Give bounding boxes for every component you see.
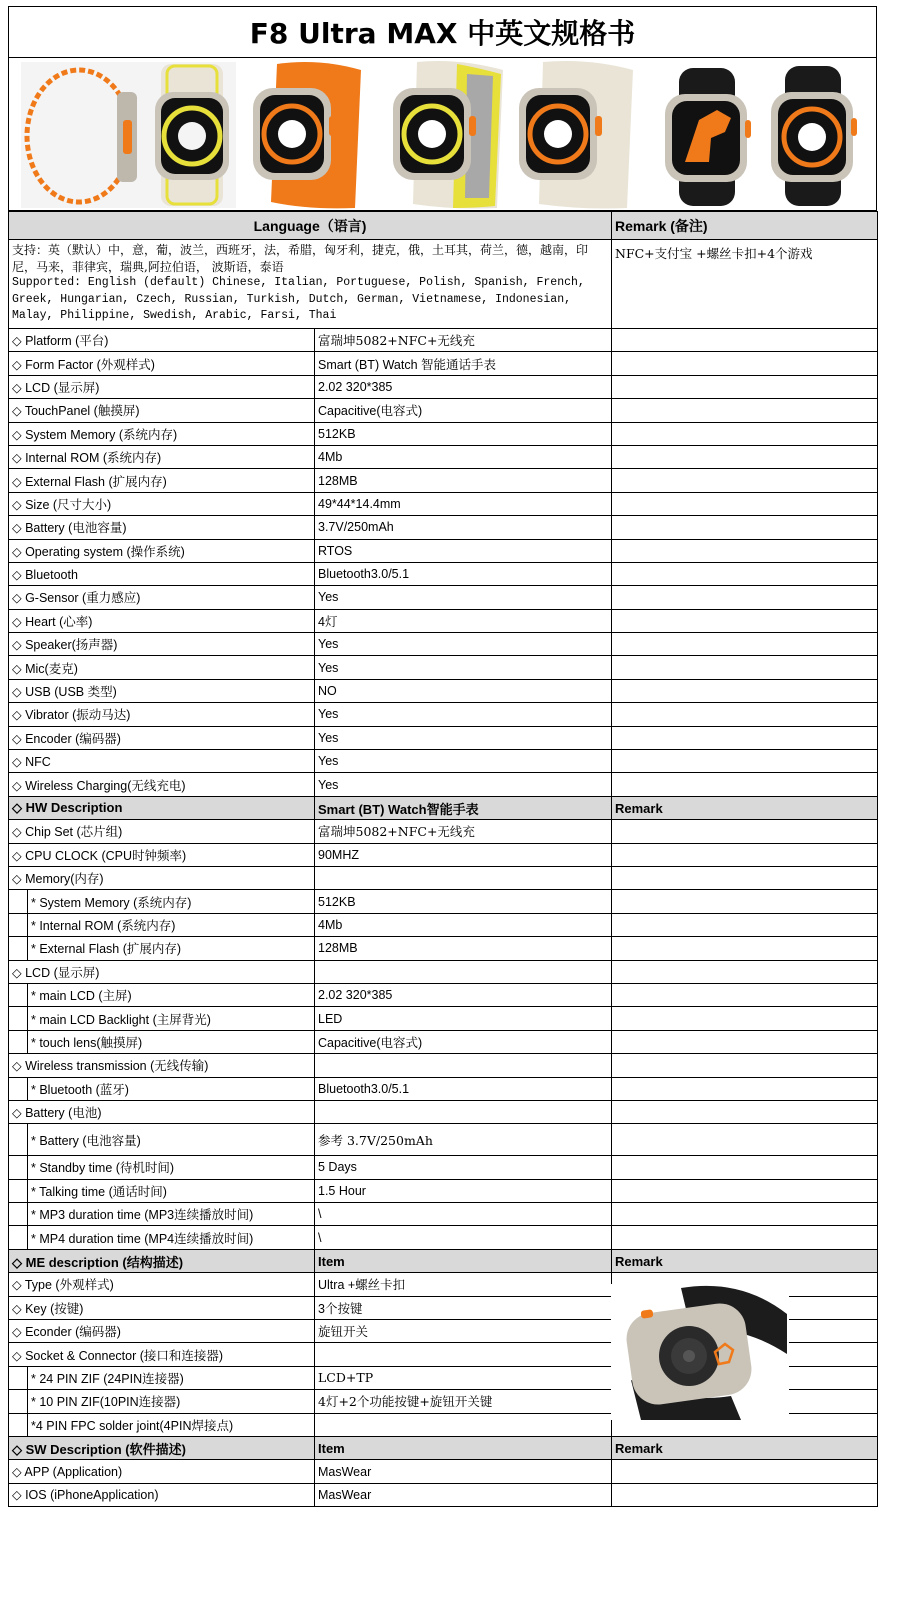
- spec-row: [9, 562, 878, 585]
- hw-row-label: ◇ Memory(内存): [9, 866, 315, 889]
- spec-row-label: ◇ External Flash (扩展内存): [9, 469, 315, 492]
- spec-row: [9, 773, 878, 796]
- hw-row-value: 5 Days: [315, 1156, 612, 1179]
- spec-row-value: Capacitive(电容式): [315, 399, 612, 422]
- hw-row-remark: [612, 1054, 878, 1077]
- spec-row: [9, 399, 878, 422]
- spec-row-remark: [612, 492, 878, 515]
- me-row-value: [315, 1343, 612, 1366]
- spec-row-remark: [612, 539, 878, 562]
- black-band-horse-face-watch: [665, 68, 751, 206]
- hw-row-value: 90MHZ: [315, 843, 612, 866]
- spec-row-value: 2.02 320*385: [315, 375, 612, 398]
- spec-row-value: Yes: [315, 773, 612, 796]
- spec-row-label: ◇ Vibrator (振动马达): [9, 703, 315, 726]
- hw-row: [9, 1030, 878, 1053]
- me-row-label: * 10 PIN ZIF(10PIN连接器): [9, 1390, 315, 1413]
- hw-row-label: * External Flash (扩展内存): [9, 937, 315, 960]
- spec-row-label: ◇ Wireless Charging(无线充电): [9, 773, 315, 796]
- hw-row-remark: [612, 843, 878, 866]
- spec-row: [9, 469, 878, 492]
- me-header-row-cell: Remark: [612, 1249, 878, 1272]
- me-row-value: Ultra +螺丝卡扣: [315, 1273, 612, 1296]
- spec-row-remark: [612, 329, 878, 352]
- hw-row-label: ◇ LCD (显示屏): [9, 960, 315, 983]
- hw-row-remark: [612, 913, 878, 936]
- spec-row: [9, 586, 878, 609]
- me-row-value: 4灯+2个功能按键+旋钮开关键: [315, 1390, 612, 1413]
- hw-row-remark: [612, 890, 878, 913]
- hw-row-value: 参考 3.7V/250mAh: [315, 1124, 612, 1156]
- hw-row: [9, 1156, 878, 1179]
- yellow-beige-trail-loop-watch: [393, 61, 503, 209]
- language-support: [9, 240, 612, 329]
- spec-row-remark: [612, 656, 878, 679]
- language-row: [9, 240, 878, 329]
- hw-header-row: [9, 796, 878, 819]
- hw-row-label: * main LCD (主屏): [9, 983, 315, 1006]
- product-photos-svg: [9, 58, 876, 210]
- spec-row-label: ◇ Mic(麦克): [9, 656, 315, 679]
- hw-row: [9, 890, 878, 913]
- spec-row-value: Yes: [315, 656, 612, 679]
- me-header-row-cell: Item: [315, 1249, 612, 1272]
- spec-row-value: 512KB: [315, 422, 612, 445]
- hw-row-label: * System Memory (系统内存): [9, 890, 315, 913]
- me-row-label: ◇ Key (按键): [9, 1296, 315, 1319]
- spec-row-label: ◇ NFC: [9, 750, 315, 773]
- language-header-row: [9, 212, 878, 240]
- spec-row-label: ◇ G-Sensor (重力感应): [9, 586, 315, 609]
- hw-row-label: * Internal ROM (系统内存): [9, 913, 315, 936]
- hw-row-label: ◇ Wireless transmission (无线传输): [9, 1054, 315, 1077]
- spec-row-label: ◇ Form Factor (外观样式): [9, 352, 315, 375]
- hw-row-label: * MP3 duration time (MP3连续播放时间): [9, 1203, 315, 1226]
- hw-row-label: * MP4 duration time (MP4连续播放时间): [9, 1226, 315, 1249]
- hw-row: [9, 1203, 878, 1226]
- spec-row-label: ◇ Battery (电池容量): [9, 516, 315, 539]
- spec-row-value: 128MB: [315, 469, 612, 492]
- hw-row-label: ◇ Battery (电池): [9, 1100, 315, 1123]
- spec-row-value: Yes: [315, 633, 612, 656]
- spec-row: [9, 633, 878, 656]
- hw-row-value: [315, 1100, 612, 1123]
- hw-row-value: Bluetooth3.0/5.1: [315, 1077, 612, 1100]
- spec-row-label: ◇ USB (USB 类型): [9, 679, 315, 702]
- hw-row-remark: [612, 937, 878, 960]
- spec-row-remark: [612, 633, 878, 656]
- spec-row-remark: [612, 352, 878, 375]
- spec-row-label: ◇ Heart (心率): [9, 609, 315, 632]
- hw-row: [9, 843, 878, 866]
- spec-row-remark: [612, 375, 878, 398]
- spec-row-value: Smart (BT) Watch 智能通话手表: [315, 352, 612, 375]
- spec-row-value: Yes: [315, 703, 612, 726]
- hw-row-remark: [612, 1179, 878, 1202]
- spec-row-value: Yes: [315, 586, 612, 609]
- watch-back-photo: [611, 1284, 789, 1420]
- hw-row: [9, 1054, 878, 1077]
- language-support-en: Supported: English (default) Chinese, Italian, Portuguese, Polish, Spanish, French, Greek, Hungarian, Czech, Russian, Turkish, Dutch, German, Vietnamese, Indonesian, Malay, Philippine, Swedish, Arabic, Farsi, Thai: [12, 276, 585, 322]
- hw-row-value: 富瑞坤5082+NFC+无线充: [315, 820, 612, 843]
- hw-row: [9, 960, 878, 983]
- spec-row: [9, 726, 878, 749]
- spec-row: [9, 679, 878, 702]
- hw-row: [9, 1179, 878, 1202]
- hw-row: [9, 913, 878, 936]
- spec-row-remark: [612, 445, 878, 468]
- orange-alpine-loop-watch: [253, 62, 361, 208]
- hw-header-row-cell: ◇ HW Description: [9, 796, 315, 819]
- hw-row-label: * main LCD Backlight (主屏背光): [9, 1007, 315, 1030]
- hw-row-remark: [612, 983, 878, 1006]
- spec-row-value: 49*44*14.4mm: [315, 492, 612, 515]
- spec-row: [9, 329, 878, 352]
- hw-row-label: ◇ CPU CLOCK (CPU时钟频率): [9, 843, 315, 866]
- hw-row-remark: [612, 960, 878, 983]
- spec-row-value: 4Mb: [315, 445, 612, 468]
- spec-row: [9, 352, 878, 375]
- hw-row-remark: [612, 1124, 878, 1156]
- page-title: F8 Ultra MAX 中英文规格书: [8, 6, 877, 58]
- hw-row-remark: [612, 866, 878, 889]
- hw-row-value: 512KB: [315, 890, 612, 913]
- hw-row-value: \: [315, 1226, 612, 1249]
- hw-row-remark: [612, 820, 878, 843]
- spec-row-remark: [612, 726, 878, 749]
- sw-row-value: MasWear: [315, 1460, 612, 1483]
- hw-row-value: 1.5 Hour: [315, 1179, 612, 1202]
- hw-row-value: [315, 1054, 612, 1077]
- language-header: Language（语言): [9, 212, 612, 240]
- hw-row-value: [315, 960, 612, 983]
- spec-row-remark: [612, 399, 878, 422]
- hw-row-remark: [612, 1030, 878, 1053]
- sw-header-row-cell: ◇ SW Description (软件描述): [9, 1436, 315, 1459]
- hw-row-value: LED: [315, 1007, 612, 1030]
- spec-row-label: ◇ System Memory (系统内存): [9, 422, 315, 445]
- spec-row-remark: [612, 562, 878, 585]
- spec-row: [9, 656, 878, 679]
- spec-row: [9, 539, 878, 562]
- spec-row: [9, 492, 878, 515]
- hw-row-label: * Battery (电池容量): [9, 1124, 315, 1156]
- me-row-label: *4 PIN FPC solder joint(4PIN焊接点): [9, 1413, 315, 1436]
- hw-row: [9, 983, 878, 1006]
- remark-header: Remark (备注): [612, 212, 878, 240]
- spec-row-label: ◇ Platform (平台): [9, 329, 315, 352]
- sw-row-remark: [612, 1483, 878, 1506]
- hw-row-value: \: [315, 1203, 612, 1226]
- hw-header-row-cell: Remark: [612, 796, 878, 819]
- hw-row: [9, 1226, 878, 1249]
- hw-row: [9, 1077, 878, 1100]
- spec-row-label: ◇ Bluetooth: [9, 562, 315, 585]
- sw-row-label: ◇ IOS (iPhoneApplication): [9, 1483, 315, 1506]
- me-row-label: * 24 PIN ZIF (24PIN连接器): [9, 1366, 315, 1389]
- spec-row: [9, 422, 878, 445]
- sw-row: [9, 1460, 878, 1483]
- me-row-label: ◇ Econder (编码器): [9, 1320, 315, 1343]
- spec-row-remark: [612, 703, 878, 726]
- spec-row-remark: [612, 679, 878, 702]
- hw-row-value: [315, 866, 612, 889]
- language-remark: NFC+支付宝 +螺丝卡扣+4个游戏: [612, 240, 878, 329]
- hw-row: [9, 1124, 878, 1156]
- spec-row-remark: [612, 422, 878, 445]
- hw-row-remark: [612, 1203, 878, 1226]
- spec-row-remark: [612, 773, 878, 796]
- spec-row: [9, 609, 878, 632]
- sw-header-row-cell: Remark: [612, 1436, 878, 1459]
- hw-row-label: ◇ Chip Set (芯片组): [9, 820, 315, 843]
- spec-row-remark: [612, 609, 878, 632]
- spec-row-value: RTOS: [315, 539, 612, 562]
- spec-row-remark: [612, 750, 878, 773]
- hw-row: [9, 1007, 878, 1030]
- spec-row-value: NO: [315, 679, 612, 702]
- hw-row-remark: [612, 1100, 878, 1123]
- hw-row-label: * Talking time (通话时间): [9, 1179, 315, 1202]
- spec-row-remark: [612, 469, 878, 492]
- me-row-value: [315, 1413, 612, 1436]
- spec-row-value: 富瑞坤5082+NFC+无线充: [315, 329, 612, 352]
- me-header-row: [9, 1249, 878, 1272]
- spec-row-label: ◇ Internal ROM (系统内存): [9, 445, 315, 468]
- hw-row: [9, 820, 878, 843]
- hw-row-value: 128MB: [315, 937, 612, 960]
- hw-row-value: 4Mb: [315, 913, 612, 936]
- starlight-alpine-loop-watch: [519, 61, 633, 209]
- sw-row-label: ◇ APP (Application): [9, 1460, 315, 1483]
- spec-row: [9, 375, 878, 398]
- hw-row-remark: [612, 1226, 878, 1249]
- hw-row-label: * Bluetooth (蓝牙): [9, 1077, 315, 1100]
- spec-row-label: ◇ Speaker(扬声器): [9, 633, 315, 656]
- sw-row-remark: [612, 1460, 878, 1483]
- hw-header-row-cell: Smart (BT) Watch智能手表: [315, 796, 612, 819]
- sw-header-row: [9, 1436, 878, 1459]
- spec-row-value: Yes: [315, 750, 612, 773]
- spec-row-label: ◇ Encoder (编码器): [9, 726, 315, 749]
- spec-row-remark: [612, 586, 878, 609]
- sw-row: [9, 1483, 878, 1506]
- me-row-value: 旋钮开关: [315, 1320, 612, 1343]
- hw-row-value: 2.02 320*385: [315, 983, 612, 1006]
- me-row-label: ◇ Type (外观样式): [9, 1273, 315, 1296]
- me-row-label: ◇ Socket & Connector (接口和连接器): [9, 1343, 315, 1366]
- language-support-cn: 支持：英（默认）中，意，葡，波兰，西班牙，法，希腊，匈牙利，捷克，俄，土耳其，荷兰，德，越南，印尼，马来，菲律宾，瑞典,阿拉伯语， 波斯语，泰语: [12, 243, 589, 274]
- spec-row-value: 3.7V/250mAh: [315, 516, 612, 539]
- hw-row-remark: [612, 1156, 878, 1179]
- me-row-value: 3个按键: [315, 1296, 612, 1319]
- spec-row: [9, 516, 878, 539]
- black-band-watch-face: [771, 66, 857, 206]
- spec-row: [9, 703, 878, 726]
- spec-row-value: Bluetooth3.0/5.1: [315, 562, 612, 585]
- hw-row-remark: [612, 1077, 878, 1100]
- sw-row-value: MasWear: [315, 1483, 612, 1506]
- spec-row-value: Yes: [315, 726, 612, 749]
- spec-row: [9, 445, 878, 468]
- sw-header-row-cell: Item: [315, 1436, 612, 1459]
- hw-row-value: Capacitive(电容式): [315, 1030, 612, 1053]
- product-photos: [8, 58, 877, 211]
- spec-row-label: ◇ Operating system (操作系统): [9, 539, 315, 562]
- me-row-value: LCD+TP: [315, 1366, 612, 1389]
- hw-row-label: * touch lens(触摸屏): [9, 1030, 315, 1053]
- spec-row-remark: [612, 516, 878, 539]
- hw-row: [9, 1100, 878, 1123]
- spec-row-label: ◇ LCD (显示屏): [9, 375, 315, 398]
- spec-sheet: [8, 6, 877, 1507]
- spec-row-value: 4灯: [315, 609, 612, 632]
- hw-row-label: * Standby time (待机时间): [9, 1156, 315, 1179]
- spec-row-label: ◇ Size (尺寸大小): [9, 492, 315, 515]
- hw-row-remark: [612, 1007, 878, 1030]
- hw-row: [9, 937, 878, 960]
- spec-row-label: ◇ TouchPanel (触摸屏): [9, 399, 315, 422]
- hw-row: [9, 866, 878, 889]
- spec-row: [9, 750, 878, 773]
- orange-alpine-loop-side-view: [21, 62, 236, 208]
- me-header-row-cell: ◇ ME description (结构描述): [9, 1249, 315, 1272]
